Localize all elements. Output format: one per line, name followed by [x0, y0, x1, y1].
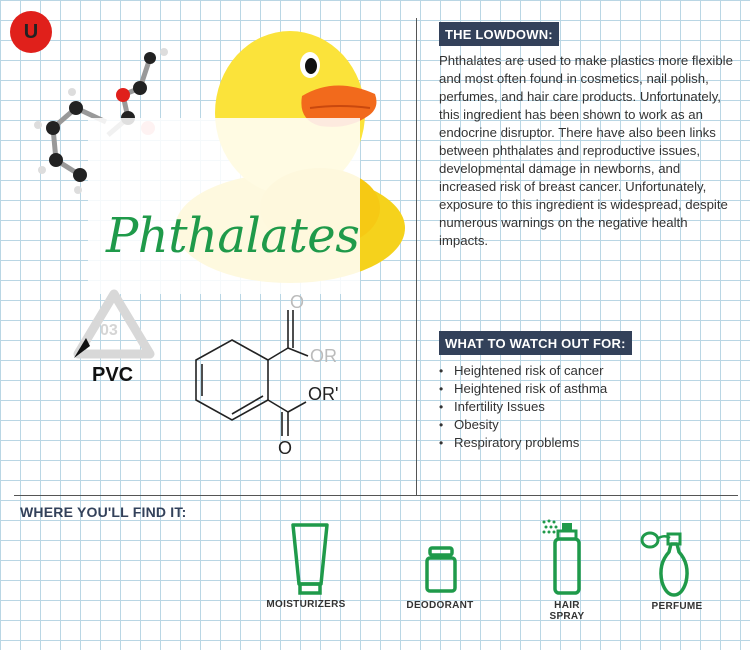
column-divider [416, 18, 417, 496]
product-label-deodorant: DEODORANT [406, 600, 474, 611]
lowdown-heading-label: THE LOWDOWN: [439, 22, 559, 46]
list-item: • Obesity [439, 416, 607, 434]
category-badge: U [10, 11, 52, 53]
section-divider [14, 495, 738, 496]
list-item: • Heightened risk of asthma [439, 380, 607, 398]
hair-spray-icon [540, 518, 584, 596]
watch-list [439, 362, 607, 452]
lowdown-heading [439, 22, 559, 46]
lowdown-text: Phthalates are used to make plastics more flexible and most often found in cosmetics, nail polish, perfumes, and hair care products. Unfortunately, this ingredient has been shown to work as an endocrine disruptor. There have also been links between phthalates and reproductive issues, developmental damage in newborns, and increased risk of breast cancer. Unfortunately, exposure to this ingredient is widespread, despite numerous warnings on the negative health impacts. [439, 53, 733, 248]
product-label-hair-spray: HAIR SPRAY [549, 600, 585, 622]
list-item: • Heightened risk of cancer [439, 362, 607, 380]
page-title: Phthalates [106, 208, 360, 264]
find-heading: WHERE YOU'LL FIND IT: [20, 504, 187, 520]
product-label-moisturizers: MOISTURIZERS [266, 599, 346, 610]
title-backdrop [88, 118, 360, 294]
watch-heading [439, 331, 632, 355]
structure-oxygen-bottom: O [278, 438, 293, 458]
structure-or-prime: OR' [308, 384, 339, 404]
list-item: • Infertility Issues [439, 398, 607, 416]
recycle-number: 03 [100, 322, 118, 339]
perfume-bottle-icon [640, 528, 696, 598]
moisturizer-tube-icon [290, 522, 330, 596]
watch-heading-label: WHAT TO WATCH OUT FOR: [439, 331, 632, 355]
structure-oxygen-top: O [290, 292, 305, 312]
list-item: • Respiratory problems [439, 434, 607, 452]
product-label-perfume: PERFUME [651, 601, 703, 612]
structure-or: OR [310, 346, 337, 366]
recycle-label: PVC [92, 364, 134, 386]
chemical-structure-diagram [180, 288, 360, 460]
deodorant-icon [424, 546, 458, 594]
